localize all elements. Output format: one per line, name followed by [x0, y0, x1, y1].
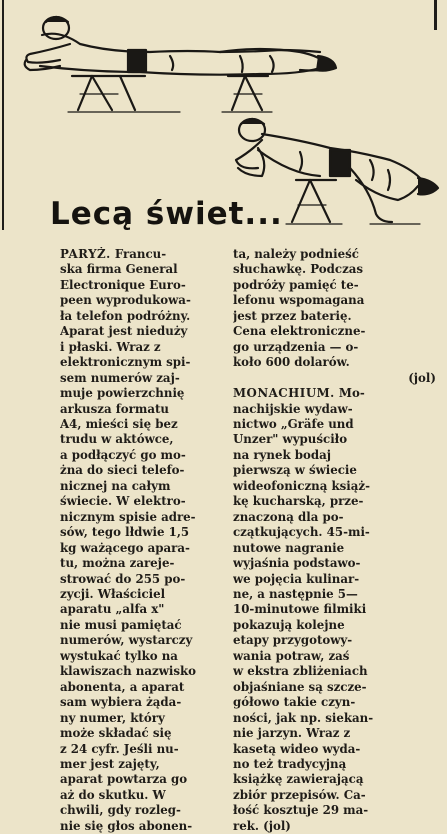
article-line: książkę zawierającą — [233, 772, 364, 787]
article-line: Unzer" wypuściło — [233, 432, 348, 447]
article-line: klawiszach nazwisko — [60, 664, 197, 679]
article-line: nutowe nagranie — [233, 540, 345, 555]
article-line: mer jest zajęty, — [60, 756, 160, 771]
article-line: ska firma General — [60, 262, 178, 277]
article-line: ności, jak np. siekan- — [233, 710, 374, 725]
article-line: elektronicznym spi- — [60, 355, 191, 370]
article-line: 10-minutowe filmiki — [233, 602, 367, 617]
article-line: no też tradycyjną — [233, 756, 347, 771]
article-line: słuchawkę. Podczas — [233, 262, 364, 277]
article-line: chwili, gdy rozleg- — [60, 803, 181, 818]
article-line: pokazują kolejne — [233, 617, 345, 632]
article-line: rek. (jol) — [233, 818, 291, 833]
article-line: nie się głos abonen- — [60, 818, 193, 833]
headline: Lecą świet... — [50, 196, 283, 232]
article-line: go urządzenia — o- — [233, 339, 359, 354]
article-line: sam wybiera żąda- — [60, 695, 182, 710]
article-line: PARYŻ. Francu- — [60, 247, 167, 261]
article-line: zbiór przepisów. Ca- — [233, 787, 366, 802]
article-line: wideofoniczną książ- — [233, 478, 371, 493]
article-line: lefonu wspomagana — [233, 293, 365, 308]
article-line: gółowo takie czyn- — [233, 695, 356, 710]
article-line: ta, należy podnieść — [233, 247, 359, 261]
article-line: zycji. Właściciel — [60, 586, 166, 601]
article-line: żna do sieci telefo- — [60, 463, 185, 478]
article-line: nictwo „Gräfe und — [233, 416, 354, 431]
article-line: nie jarzyn. Wraz z — [233, 726, 351, 741]
illustration-man-lying — [25, 17, 336, 112]
article-line: wystukać tylko na — [60, 648, 178, 663]
article-line: abonenta, a aparat — [60, 679, 185, 694]
article-line: etapy przygotowy- — [233, 633, 353, 648]
article-line: i płaski. Wraz z — [60, 339, 161, 354]
article-line: świecie. W elektro- — [60, 494, 186, 509]
article-line: nicznym spisie adre- — [60, 509, 196, 524]
article-line: sem numerów zaj- — [60, 370, 180, 385]
article-line: ny numer, który — [60, 710, 165, 725]
article-line: aparatu „alfa x" — [60, 602, 165, 617]
article-line: strować do 255 po- — [60, 571, 186, 586]
article-line: znaczoną dla po- — [233, 509, 344, 524]
dateline-place: PARYŻ. — [60, 247, 111, 261]
article-line: tu, można zareje- — [60, 556, 175, 571]
article-line: we pojęcia kulinar- — [233, 571, 360, 586]
article-line: jest przez baterię. — [233, 308, 352, 323]
article-line: kę kucharską, prze- — [233, 494, 364, 509]
article-line: wyjaśnia podstawo- — [233, 556, 361, 571]
article-line: koło 600 dolarów. — [233, 355, 350, 370]
article-line: trudu w aktówce, — [60, 432, 174, 447]
article-line: Electronique Euro- — [60, 277, 186, 292]
article-column-2 — [233, 247, 436, 834]
article-line: aż do skutku. W — [60, 787, 166, 802]
article-line: kg ważącego apara- — [60, 540, 190, 555]
dateline-place: MONACHIUM. — [233, 386, 335, 401]
article-line: z 24 cyfr. Jeśli nu- — [60, 741, 179, 756]
article-line: a podłączyć go mo- — [60, 447, 186, 462]
article-line: arkusza formatu — [60, 401, 170, 416]
article-line: łość kosztuje 29 ma- — [233, 803, 369, 818]
article-line: numerów, wystarczy — [60, 633, 193, 648]
author-signature: (jol) — [408, 370, 436, 385]
article-line: podróży pamięć te- — [233, 277, 359, 292]
article-line: ne, a następnie 5— — [233, 586, 358, 601]
article-line: A4, mieści się bez — [60, 416, 178, 431]
article-line: aparat powtarza go — [60, 772, 188, 787]
article-line: może składać się — [60, 726, 172, 741]
article-line: peen wyprodukowa- — [60, 293, 191, 308]
article-line: MONACHIUM. Mo- — [233, 386, 365, 401]
article-line: Aparat jest nieduży — [60, 324, 188, 339]
article-line: czątkujących. 45-mi- — [233, 525, 370, 540]
article-line: pierwszą w świecie — [233, 463, 357, 478]
article-line: ła telefon podróżny. — [60, 308, 191, 323]
article-line: sów, tego lłdwie 1,5 — [60, 525, 190, 540]
article-line: w ekstra zbliżeniach — [233, 664, 368, 679]
article-line: nicznej na całym — [60, 478, 171, 493]
article-line: wania potraw, zaś — [233, 648, 350, 663]
article-column-1 — [60, 247, 224, 834]
article-line: muje powierzchnię — [60, 386, 185, 401]
article-line: nachijskie wydaw- — [233, 401, 353, 416]
article-line: kasetą wideo wyda- — [233, 741, 361, 756]
article-line: Cena elektroniczne- — [233, 324, 366, 339]
article-line: nie musi pamiętać — [60, 617, 182, 632]
article-line: na rynek bodaj — [233, 447, 332, 462]
article-line: objaśniane są szcze- — [233, 679, 367, 694]
